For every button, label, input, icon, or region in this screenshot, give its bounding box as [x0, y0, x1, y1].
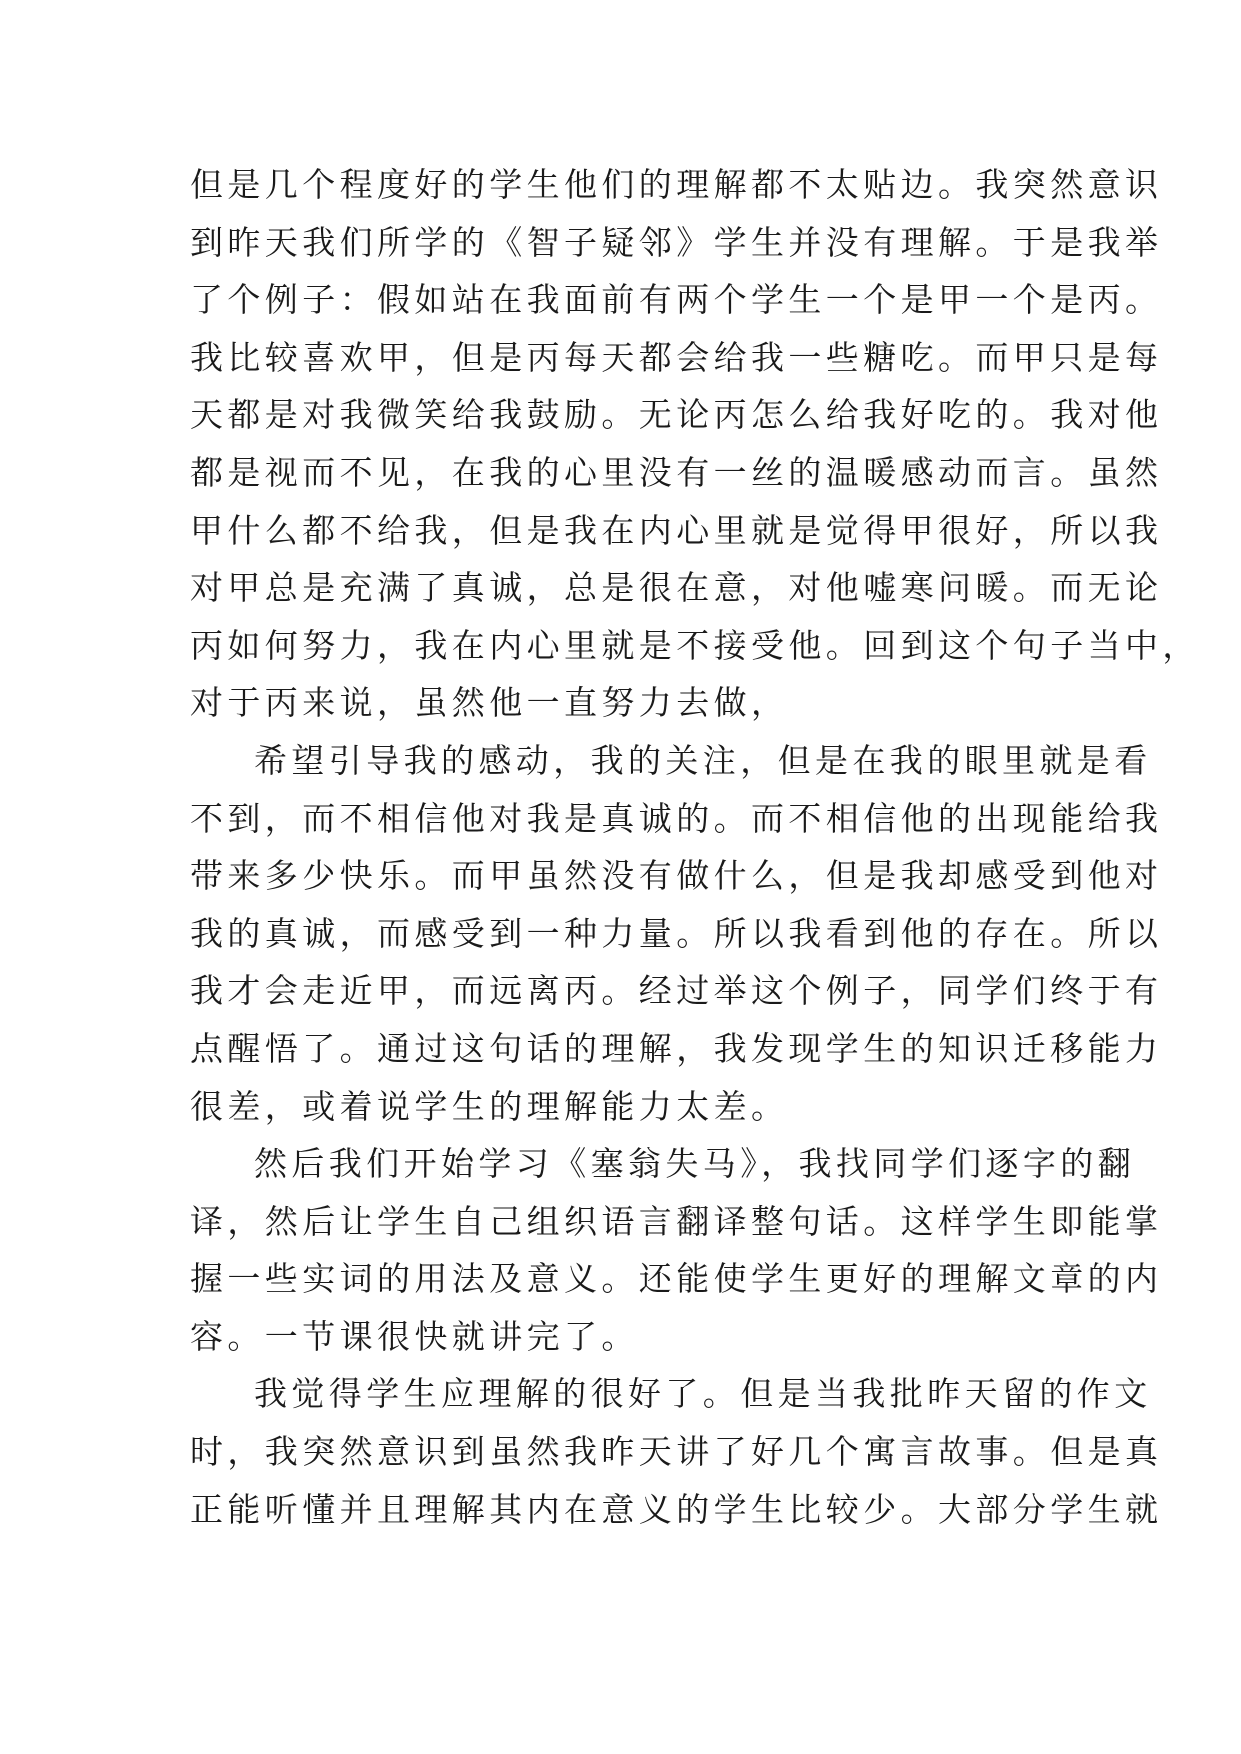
text-line: 点醒悟了。通过这句话的理解，我发现学生的知识迁移能力 [190, 1028, 1163, 1068]
text-line: 都是视而不见，在我的心里没有一丝的温暖感动而言。虽然 [190, 452, 1163, 492]
text-line: 丙如何努力，我在内心里就是不接受他。回到这个句子当中， [190, 625, 1200, 665]
text-line: 到昨天我们所学的《智子疑邻》学生并没有理解。于是我举 [190, 222, 1163, 262]
text-line: 译，然后让学生自己组织语言翻译整句话。这样学生即能掌 [190, 1201, 1163, 1241]
text-line: 对于丙来说，虽然他一直努力去做， [190, 683, 789, 723]
body-text [190, 156, 1200, 1538]
text-line: 容。一节课很快就讲完了。 [190, 1316, 639, 1356]
text-line: 甲什么都不给我，但是我在内心里就是觉得甲很好，所以我 [190, 510, 1163, 550]
text-line: 但是几个程度好的学生他们的理解都不太贴边。我突然意识 [190, 165, 1163, 204]
text-line: 很差，或着说学生的理解能力太差。 [190, 1086, 789, 1126]
text-line: 带来多少快乐。而甲虽然没有做什么，但是我却感受到他对 [190, 856, 1163, 896]
text-line-indented: 我觉得学生应理解的很好了。但是当我批昨天留的作文 [254, 1374, 1152, 1414]
text-line: 正能听懂并且理解其内在意义的学生比较少。大部分学生就 [190, 1489, 1163, 1529]
text-line: 握一些实词的用法及意义。还能使学生更好的理解文章的内 [190, 1259, 1163, 1299]
text-line-indented: 然后我们开始学习《塞翁失马》，我找同学们逐字的翻 [254, 1144, 1136, 1184]
text-line: 了个例子：假如站在我面前有两个学生一个是甲一个是丙。 [190, 280, 1163, 320]
text-line: 我才会走近甲，而远离丙。经过举这个例子，同学们终于有 [190, 971, 1163, 1011]
text-line: 对甲总是充满了真诚，总是很在意，对他嘘寒问暖。而无论 [190, 568, 1163, 608]
text-line-indented: 希望引导我的感动，我的关注，但是在我的眼里就是看 [254, 740, 1152, 780]
text-line: 天都是对我微笑给我鼓励。无论丙怎么给我好吃的。我对他 [190, 395, 1163, 435]
text-line: 不到，而不相信他对我是真诚的。而不相信他的出现能给我 [190, 798, 1163, 838]
text-line: 时，我突然意识到虽然我昨天讲了好几个寓言故事。但是真 [190, 1432, 1163, 1472]
text-line: 我的真诚，而感受到一种力量。所以我看到他的存在。所以 [190, 913, 1163, 953]
text-line: 我比较喜欢甲，但是丙每天都会给我一些糖吃。而甲只是每 [190, 337, 1163, 377]
